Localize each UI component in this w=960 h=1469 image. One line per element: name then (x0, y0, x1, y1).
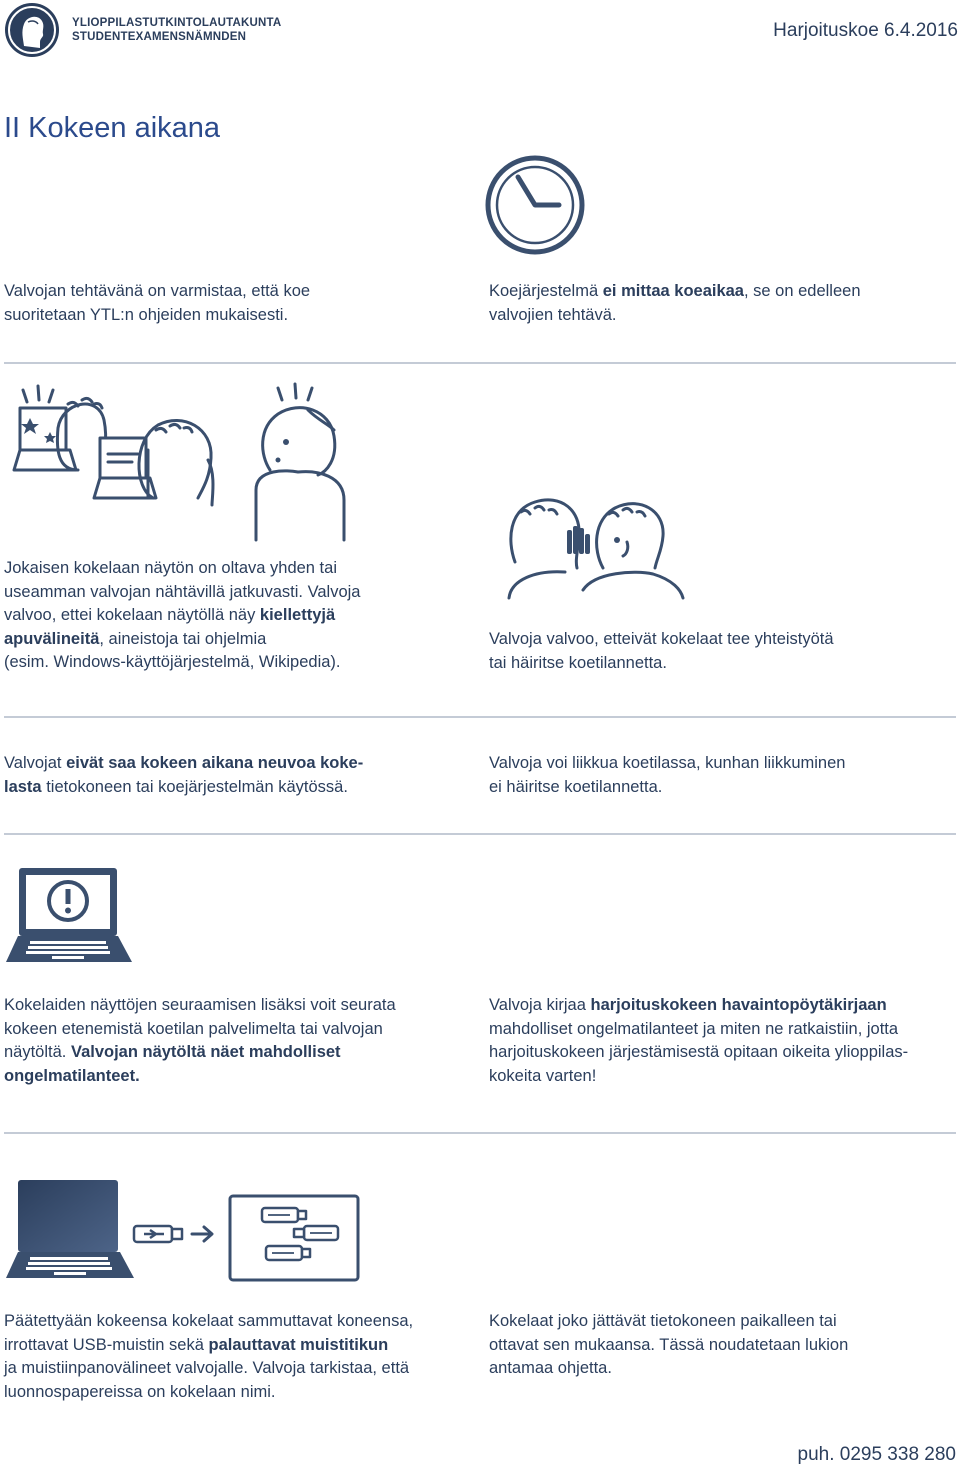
section5-left-text (4, 1310, 474, 1404)
clock-icon (485, 155, 585, 255)
section2-left-line: Jokaisen kokelaan näytön on oltava yhden tai (4, 559, 337, 577)
text-run: näytöltä. (4, 1043, 71, 1061)
header-date: Harjoituskoe 6.4.2016 (773, 20, 958, 41)
section5-right-text (489, 1310, 949, 1381)
section5-left-line: Päätettyään kokeensa kokelaat sammuttavat koneensa, (4, 1312, 414, 1330)
section2-left-text (4, 557, 464, 675)
section4-right-line: mahdolliset ongelmatilanteet ja miten ne ratkaistiin, jotta (489, 1019, 899, 1038)
section3-right-text (489, 752, 949, 799)
section3-right-line: Valvoja voi liikkua koetilassa, kunhan liikkuminen (489, 754, 846, 772)
section4-left-text (4, 994, 464, 1088)
section-divider (4, 833, 956, 835)
laptop-warning-icon (4, 866, 134, 966)
section5-right-line: antamaa ohjetta. (489, 1359, 612, 1377)
section-divider (4, 1132, 956, 1134)
text-run: Valvojat (4, 754, 67, 772)
footer-phone: puh. 0295 338 280 (797, 1444, 956, 1465)
emphasis-text: lasta (4, 777, 42, 796)
section2-left-line: useamman valvojan nähtävillä jatkuvasti. Valvoja (4, 582, 361, 601)
text-run: , se on edelleen (743, 282, 861, 300)
text-run: , aineistoja tai ohjelmia (99, 629, 267, 648)
section5-left-line: luonnospapereissa on kokelaan nimi. (4, 1382, 276, 1401)
text-run: irrottavat USB-muistin sekä (4, 1335, 209, 1354)
emphasis-text: kiellettyjä (259, 606, 336, 624)
section2-right-line: Valvoja valvoo, etteivät kokelaat tee yhteistyötä (489, 630, 834, 648)
emphasis-text: ei mittaa koeaikaa (602, 282, 744, 300)
usb-return-icon (4, 1178, 364, 1282)
emphasis-text: ongelmatilanteet. (4, 1066, 140, 1085)
section2-left-line: (esim. Windows-käyttöjärjestelmä, Wikipedia). (4, 653, 341, 671)
section1-right-text (489, 280, 949, 327)
emphasis-text: eivät saa kokeen aikana neuvoa koke- (66, 754, 364, 772)
emphasis-text: Valvojan näytöltä näet mahdolliset (70, 1043, 341, 1061)
section1-left-text (4, 280, 444, 327)
section4-right-line: harjoituskokeen järjestämisestä opitaan oikeita ylioppilas- (489, 1043, 909, 1061)
section1-left-line: Valvojan tehtävänä on varmistaa, että koe (4, 282, 311, 300)
org-name-fi: YLIOPPILASTUTKINTOLAUTAKUNTA (72, 17, 282, 29)
section4-right-text (489, 994, 957, 1088)
ytl-logo-icon (4, 2, 60, 58)
section5-left-line: ja muistiinpanovälineet valvojalle. Valvoja tarkistaa, että (4, 1359, 410, 1377)
whispering-students-icon (505, 490, 690, 600)
text-run: tietokoneen tai koejärjestelmän käytössä. (41, 777, 348, 796)
section-divider (4, 716, 956, 718)
emphasis-text: apuvälineitä (4, 629, 100, 648)
section2-right-line: tai häiritse koetilannetta. (489, 653, 667, 672)
emphasis-text: palauttavat muistitikun (208, 1335, 389, 1354)
section4-right-line: kokeita varten! (489, 1066, 597, 1085)
section3-left-text (4, 752, 444, 799)
text-run: Valvoja kirjaa (489, 996, 591, 1014)
section4-left-line: Kokelaiden näyttöjen seuraamisen lisäksi voit seurata (4, 996, 396, 1014)
section-divider (4, 362, 956, 364)
section5-right-line: ottavat sen mukaansa. Tässä noudatetaan lukion (489, 1335, 849, 1354)
text-run: Koejärjestelmä (489, 282, 603, 300)
section1-right-line: valvojien tehtävä. (489, 305, 617, 324)
org-name-sv: STUDENTEXAMENSNÄMNDEN (72, 31, 247, 43)
emphasis-text: harjoituskokeen havaintopöytäkirjaan (590, 996, 887, 1014)
page-title: II Kokeen aikana (4, 112, 221, 144)
section3-right-line: ei häiritse koetilannetta. (489, 777, 663, 796)
section2-right-text (489, 628, 949, 675)
section1-left-line: suoritetaan YTL:n ohjeiden mukaisesti. (4, 305, 289, 324)
students-at-laptops-icon (8, 380, 358, 540)
section4-left-line: kokeen etenemistä koetilan palvelimelta tai valvojan (4, 1019, 383, 1038)
text-run: valvoo, ettei kokelaan näytöllä näy (4, 606, 260, 624)
section5-right-line: Kokelaat joko jättävät tietokoneen paikalleen tai (489, 1312, 837, 1330)
